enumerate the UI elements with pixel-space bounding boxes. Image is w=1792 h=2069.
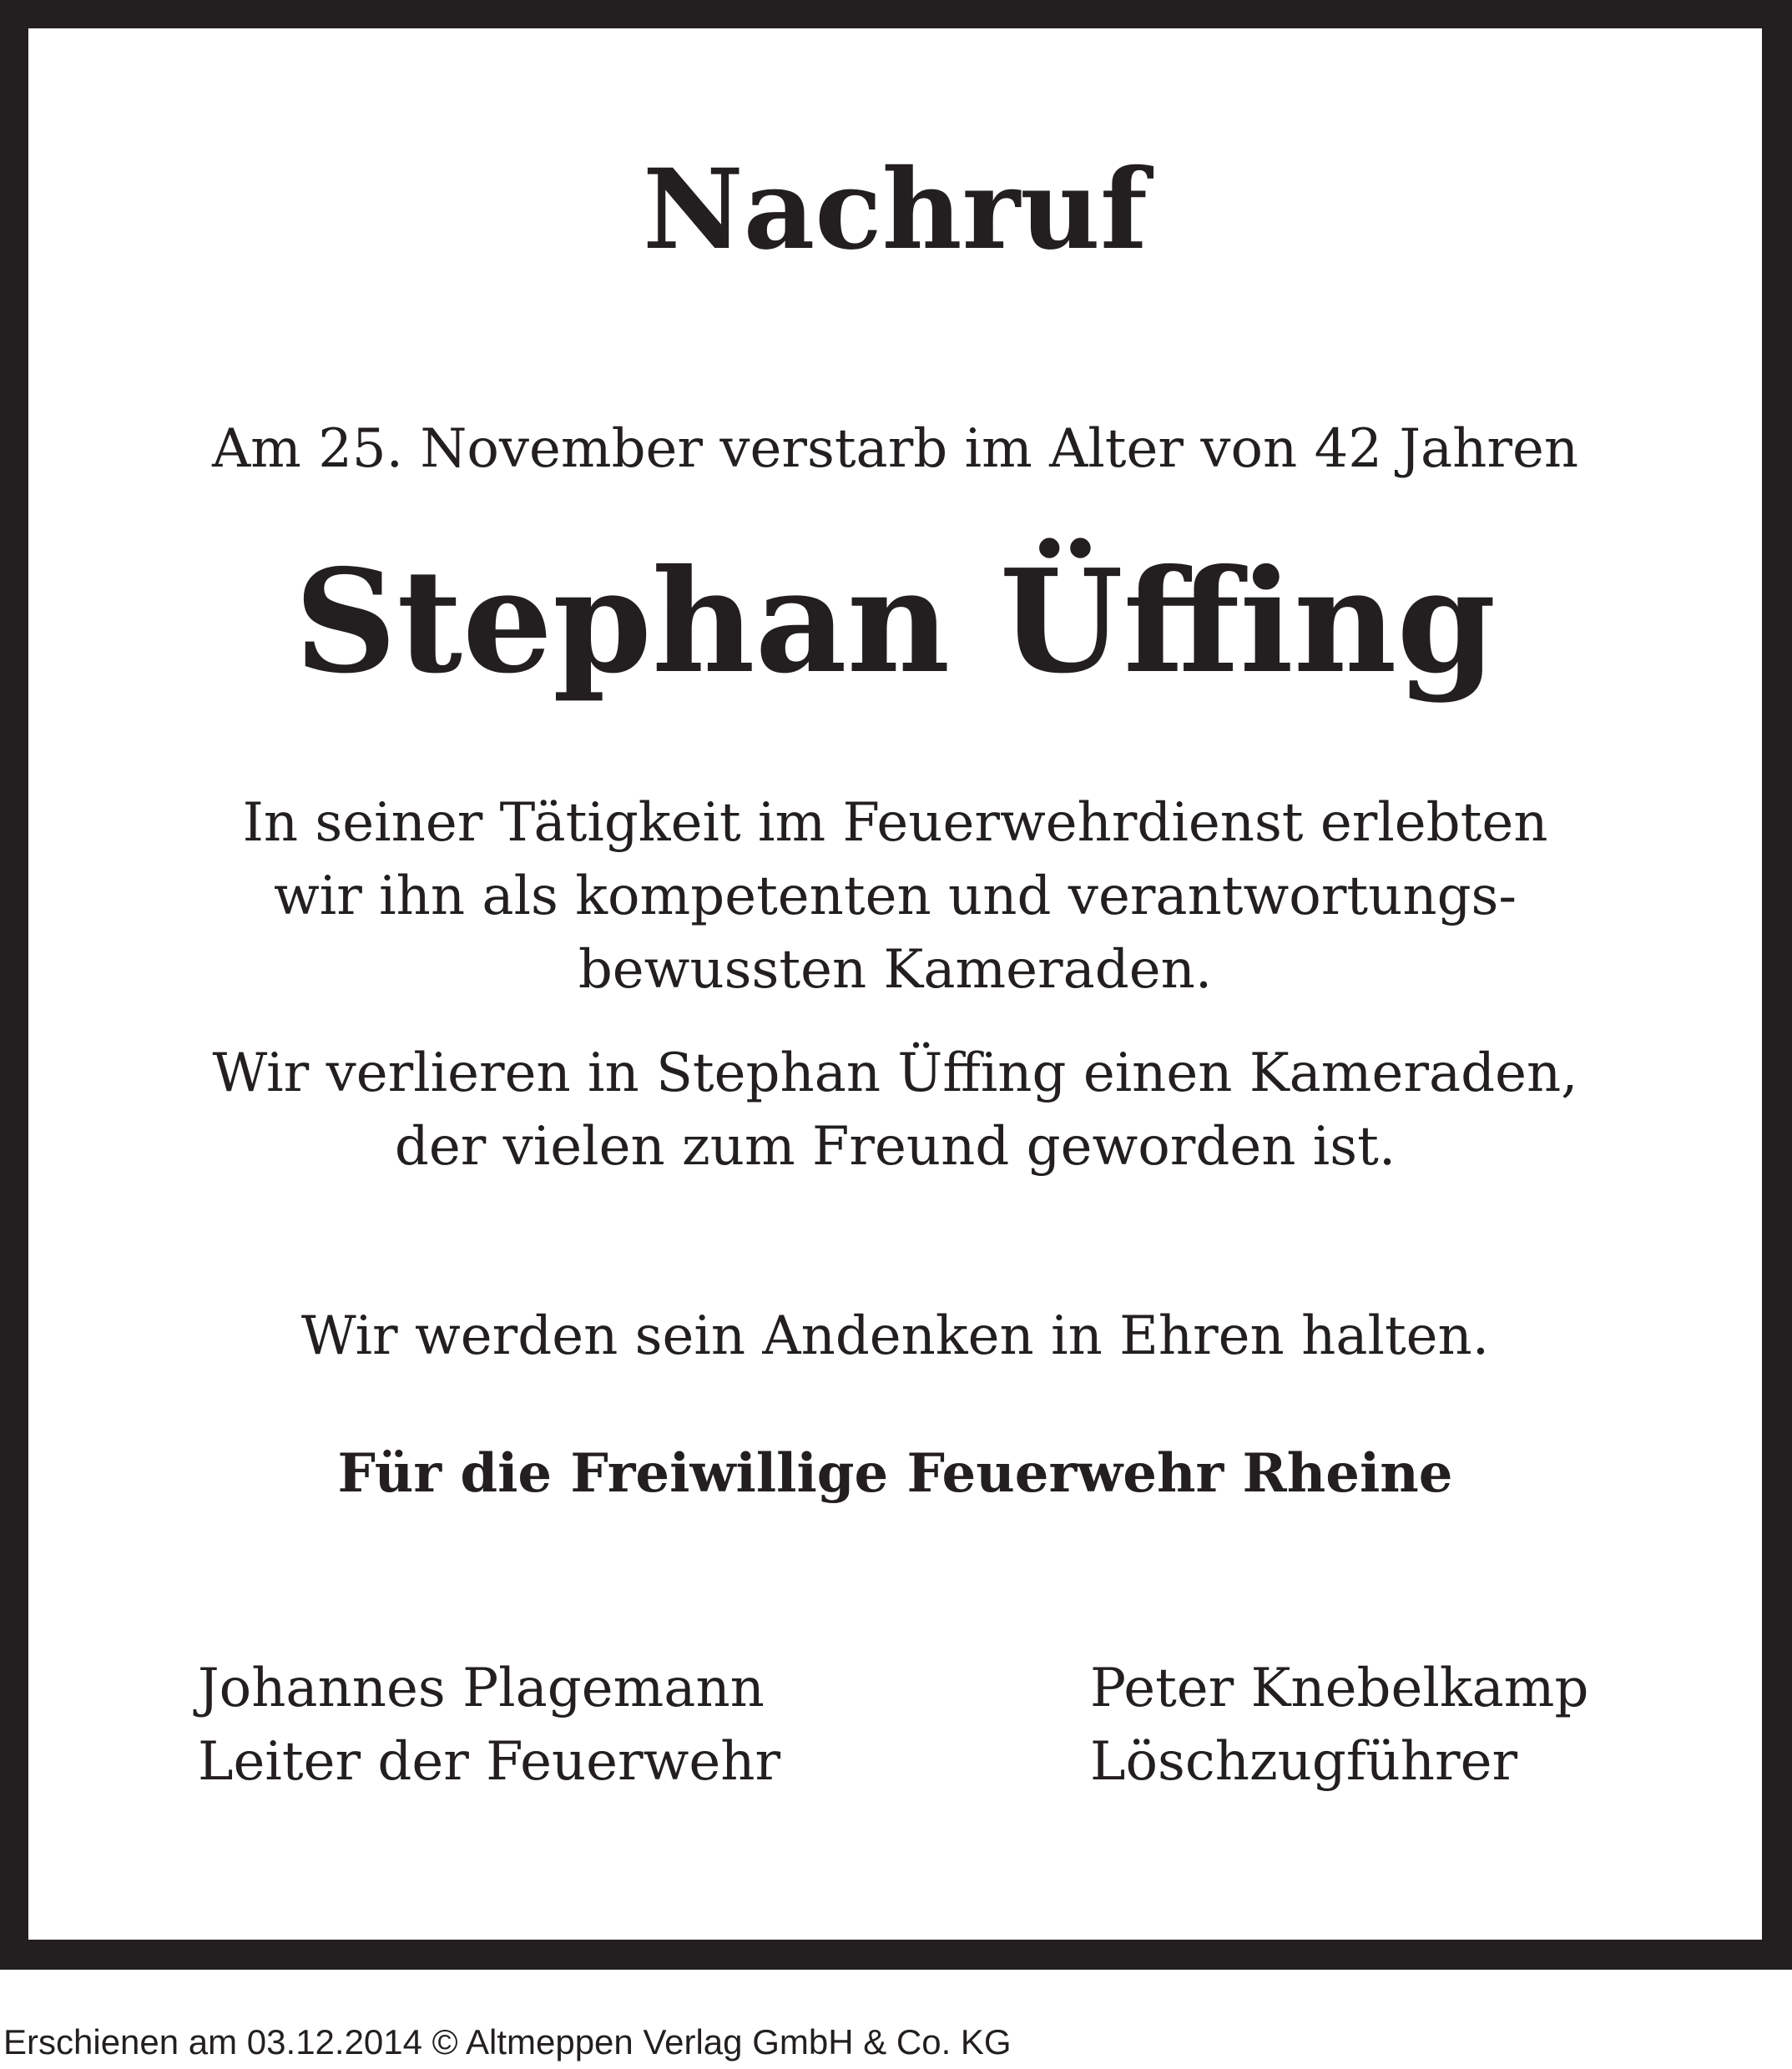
publication-footer: Erschienen am 03.12.2014 © Altmeppen Verlag GmbH & Co. KG — [3, 2022, 1012, 2061]
signatory-left — [198, 1652, 780, 1799]
organization-line: Für die Freiwillige Feuerwehr Rheine — [337, 1442, 1453, 1505]
notice-panel — [28, 28, 1762, 1940]
notice-title: Nachruf — [643, 145, 1148, 275]
signatory-role: Löschzugführer — [1090, 1731, 1518, 1793]
tribute-line: wir ihn als kompetenten und verantwortungs- — [273, 865, 1517, 927]
signatory-right — [1090, 1652, 1588, 1799]
remembrance-line: Wir verlieren in Stephan Üffing einen Kameraden, — [212, 1042, 1578, 1104]
death-announcement: Am 25. November verstarb im Alter von 42 Jahren — [211, 418, 1579, 480]
remembrance-line: der vielen zum Freund geworden ist. — [394, 1116, 1396, 1178]
signatory-name: Peter Knebelkamp — [1090, 1658, 1589, 1719]
tribute-paragraph — [28, 786, 1762, 1007]
closing-sentence: Wir werden sein Andenken in Ehren halten. — [300, 1305, 1490, 1367]
signatory-role: Leiter der Feuerwehr — [198, 1731, 781, 1793]
remembrance-paragraph — [28, 1037, 1762, 1183]
deceased-name: Stephan Üffing — [294, 538, 1497, 705]
signatory-name: Johannes Plagemann — [198, 1658, 765, 1719]
tribute-line: bewussten Kameraden. — [578, 939, 1213, 1001]
tribute-line: In seiner Tätigkeit im Feuerwehrdienst erlebten — [242, 792, 1548, 854]
